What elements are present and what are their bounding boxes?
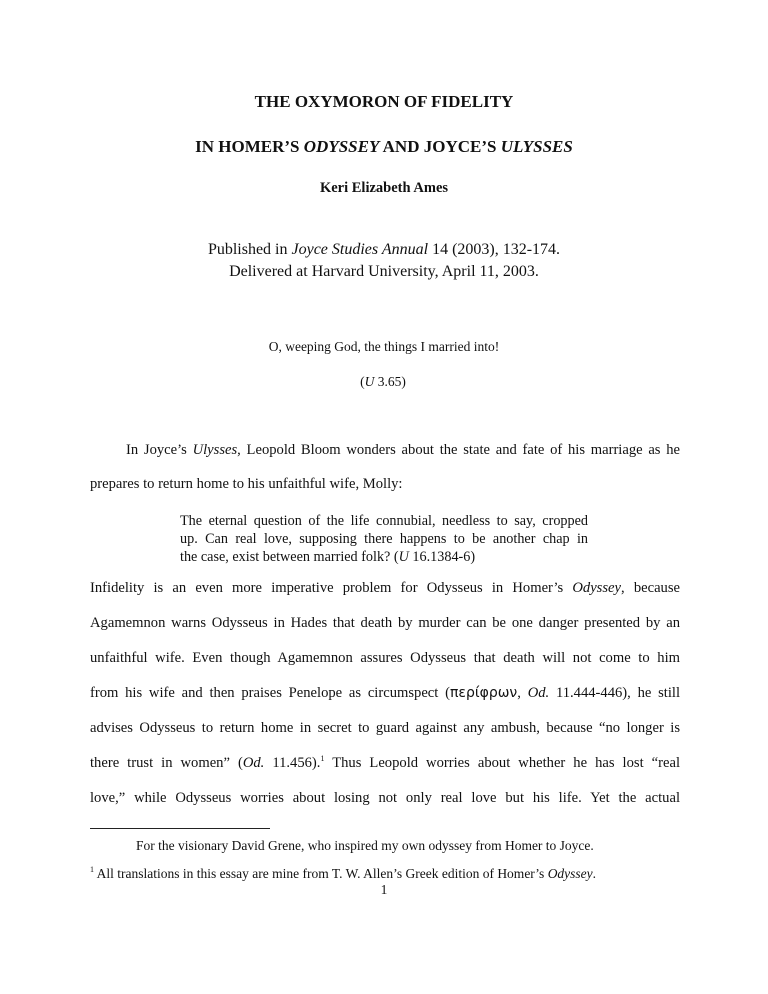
text-fragment: ,: [517, 685, 528, 701]
footnote-marker[interactable]: 1: [320, 754, 325, 763]
page-number-text: 1: [380, 882, 388, 897]
text-fragment: love,” while Odysseus worries about losing not only real love but his life. Yet the actual: [90, 790, 680, 806]
citation-fragment: 3.65): [374, 374, 406, 389]
citation-fragment: (: [360, 374, 365, 389]
text-fragment: In Joyce’s: [126, 442, 193, 458]
greek-word: περίφρων: [449, 685, 518, 701]
footnote-rule: [90, 828, 270, 829]
author-text: Keri Elizabeth Ames: [319, 180, 449, 196]
publication-fragment: Published in: [207, 241, 292, 258]
dedication-text: For the visionary David Grene, who inspired my own odyssey from Homer to Joyce.: [136, 838, 594, 853]
paragraph-1-line-1: [126, 442, 680, 459]
text-fragment: advises Odysseus to return home in secret to guard against any ambush, because “no longer is: [90, 720, 680, 736]
text-fragment: 16.1384-6): [408, 549, 476, 565]
footnote-text: All translations in this essay are mine from T. W. Allen’s Greek edition of Homer’s: [94, 866, 548, 881]
text-fragment: Agamemnon warns Odysseus in Hades that death by murder can be one danger presented by an: [90, 615, 680, 631]
text-fragment: unfaithful wife. Even though Agamemnon assures Odysseus that death will not come to him: [90, 650, 680, 666]
publication-fragment: 14 (2003), 132-174.: [428, 241, 561, 258]
footnote-1: [90, 866, 596, 882]
publication-line: [0, 241, 768, 259]
epigraph-quote: [0, 339, 768, 355]
body-line-3: [90, 650, 680, 667]
title-line-2: [0, 137, 768, 157]
footnote-text: .: [592, 866, 597, 881]
title-fragment: IN HOMER’S: [195, 137, 304, 156]
text-fragment: , because: [621, 580, 680, 596]
body-line-2: [90, 615, 680, 632]
delivered-line: [0, 263, 768, 281]
od-italic: Od.: [242, 755, 265, 771]
odyssey-italic: Odyssey: [572, 580, 621, 596]
text-fragment: there trust in women” (: [90, 755, 243, 771]
delivered-text: Delivered at Harvard University, April 11, 2003.: [229, 263, 539, 280]
block-quote-line: up. Can real love, supposing there happens to be another chap in: [180, 531, 588, 547]
text-fragment: the case, exist between married folk? (: [180, 549, 399, 565]
odyssey-italic: Odyssey: [547, 866, 593, 881]
ulysses-italic: Ulysses: [192, 442, 238, 458]
epigraph-citation: [0, 374, 768, 390]
body-line-6: [90, 755, 680, 772]
body-line-1: [90, 580, 680, 597]
text-fragment: 11.444-446), he still: [549, 685, 681, 701]
text-fragment: , Leopold Bloom wonders about the state and fate of his marriage as he: [237, 442, 680, 458]
author-name: [0, 180, 768, 197]
text-fragment: prepares to return home to his unfaithful wife, Molly:: [90, 476, 403, 492]
od-italic: Od.: [527, 685, 550, 701]
title-ulysses: ULYSSES: [500, 137, 573, 156]
page-number: [0, 882, 768, 898]
body-line-5: [90, 720, 680, 737]
citation-u: U: [398, 549, 409, 565]
text-fragment: 11.456).: [264, 755, 321, 771]
text-fragment: Thus Leopold worries about whether he has lost “real: [324, 755, 681, 771]
title-odyssey: ODYSSEY: [303, 137, 380, 156]
journal-name: Joyce Studies Annual: [291, 241, 429, 258]
text-fragment: Infidelity is an even more imperative problem for Odysseus in Homer’s: [90, 580, 573, 596]
dedication-footnote: [136, 838, 594, 854]
epigraph-text: O, weeping God, the things I married into!: [268, 339, 500, 354]
title-line-1: [0, 92, 768, 112]
block-quote-line: [180, 548, 588, 566]
footnote-number: 1: [90, 865, 94, 874]
title-text: THE OXYMORON OF FIDELITY: [254, 92, 514, 111]
block-quote: [180, 512, 588, 566]
body-line-4: [90, 685, 680, 702]
citation-u: U: [364, 374, 375, 389]
text-fragment: from his wife and then praises Penelope as circumspect (: [90, 685, 450, 701]
body-line-7: [90, 790, 680, 807]
block-quote-line: The eternal question of the life connubial, needless to say, cropped: [180, 513, 588, 529]
title-fragment: AND JOYCE’S: [379, 137, 501, 156]
paragraph-1-line-2: [90, 476, 680, 493]
